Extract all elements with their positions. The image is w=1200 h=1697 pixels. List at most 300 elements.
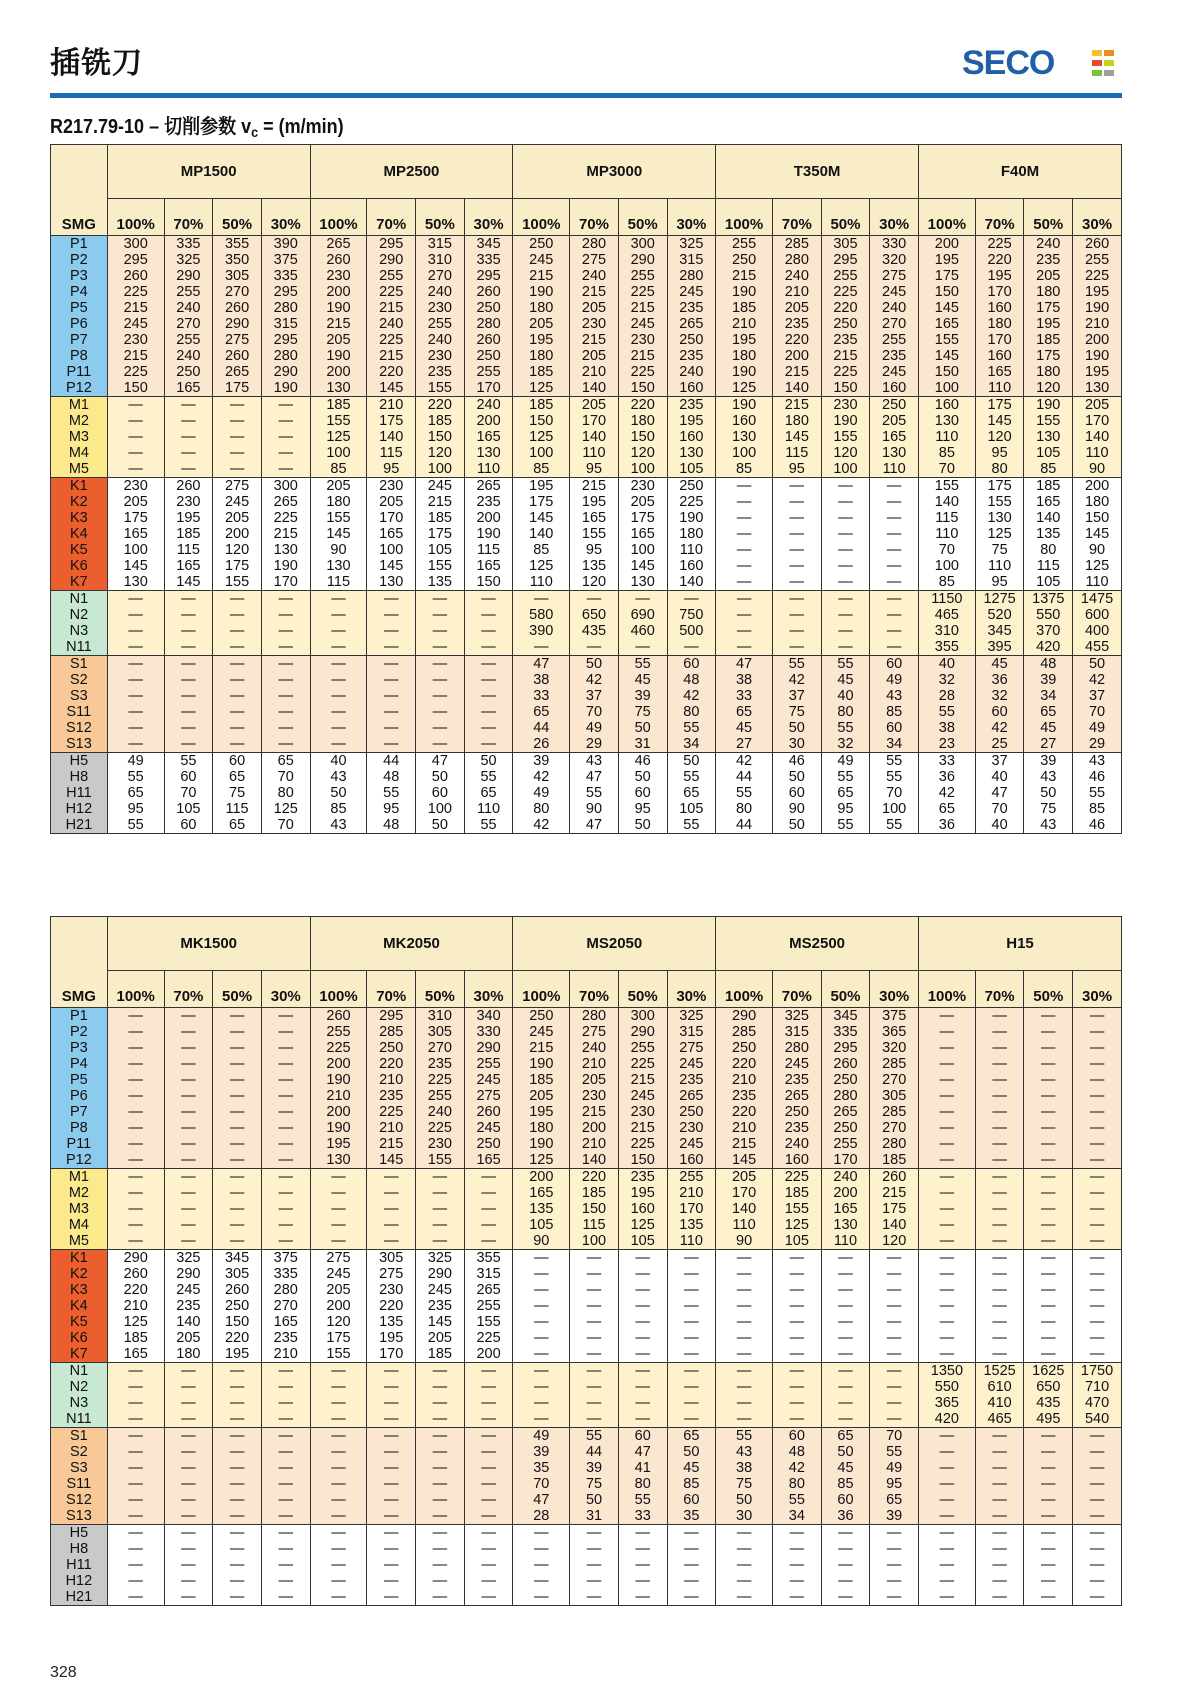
- cutting-speed-cell: —: [213, 1185, 262, 1201]
- cutting-speed-cell: 320: [870, 252, 919, 268]
- cutting-speed-cell: 200: [1073, 478, 1122, 495]
- cutting-speed-cell: 175: [213, 558, 262, 574]
- cutting-speed-cell: —: [261, 413, 310, 429]
- cutting-speed-cell: —: [716, 574, 773, 591]
- cutting-speed-cell: 155: [918, 332, 975, 348]
- cutting-speed-cell: —: [1024, 1266, 1073, 1282]
- cutting-speed-cell: 45: [667, 1460, 716, 1476]
- cutting-speed-cell: —: [213, 1363, 262, 1380]
- cutting-speed-cell: —: [618, 1330, 667, 1346]
- cutting-speed-cell: 110: [464, 801, 513, 817]
- cutting-speed-cell: —: [164, 1573, 213, 1589]
- cutting-speed-cell: 110: [975, 380, 1024, 397]
- cutting-speed-cell: —: [310, 656, 367, 673]
- cutting-speed-cell: 180: [618, 413, 667, 429]
- cutting-speed-cell: —: [261, 1428, 310, 1445]
- cutting-speed-cell: 190: [310, 348, 367, 364]
- cutting-speed-cell: —: [261, 1476, 310, 1492]
- cutting-speed-cell: 130: [1073, 380, 1122, 397]
- cutting-speed-cell: —: [107, 1525, 164, 1542]
- cutting-speed-cell: —: [1073, 1428, 1122, 1445]
- cutting-speed-cell: 43: [310, 817, 367, 834]
- cutting-speed-cell: 38: [513, 672, 570, 688]
- cutting-speed-cell: 255: [464, 364, 513, 380]
- cutting-speed-cell: 225: [310, 1040, 367, 1056]
- cutting-speed-cell: —: [1073, 1346, 1122, 1363]
- cutting-speed-cell: 110: [667, 542, 716, 558]
- cutting-speed-cell: 335: [261, 268, 310, 284]
- cutting-speed-cell: —: [570, 1379, 619, 1395]
- cutting-speed-cell: —: [164, 1056, 213, 1072]
- cutting-speed-cell: —: [107, 1185, 164, 1201]
- cutting-speed-cell: 280: [870, 1136, 919, 1152]
- cutting-speed-cell: 265: [772, 1088, 821, 1104]
- cutting-speed-cell: —: [261, 1573, 310, 1589]
- cutting-speed-cell: 265: [310, 236, 367, 253]
- cutting-speed-cell: 145: [618, 558, 667, 574]
- cutting-speed-cell: 195: [1024, 316, 1073, 332]
- cutting-speed-cell: 295: [367, 236, 416, 253]
- cutting-speed-cell: 230: [416, 300, 465, 316]
- cutting-speed-cell: —: [367, 1201, 416, 1217]
- smg-code-cell: K2: [51, 1266, 108, 1282]
- cutting-speed-cell: 320: [870, 1040, 919, 1056]
- cutting-speed-cell: —: [164, 1072, 213, 1088]
- cutting-speed-cell: —: [261, 1233, 310, 1250]
- cutting-speed-cell: 260: [107, 268, 164, 284]
- cutting-speed-cell: 255: [821, 1136, 870, 1152]
- cutting-speed-cell: 43: [1073, 753, 1122, 770]
- cutting-speed-cell: 55: [1073, 785, 1122, 801]
- cutting-speed-cell: 220: [716, 1056, 773, 1072]
- cutting-speed-cell: —: [975, 1201, 1024, 1217]
- cutting-speed-cell: 225: [107, 284, 164, 300]
- cutting-speed-cell: 48: [367, 817, 416, 834]
- table-row: [51, 1411, 1122, 1428]
- cutting-speed-cell: —: [107, 1056, 164, 1072]
- cutting-speed-cell: —: [975, 1573, 1024, 1589]
- cutting-speed-cell: 40: [975, 817, 1024, 834]
- cutting-speed-cell: —: [367, 591, 416, 608]
- cutting-speed-cell: 43: [570, 753, 619, 770]
- cutting-speed-cell: —: [513, 591, 570, 608]
- cutting-speed-cell: 200: [310, 1104, 367, 1120]
- cutting-speed-cell: 43: [870, 688, 919, 704]
- cutting-speed-cell: 42: [513, 769, 570, 785]
- cutting-speed-cell: —: [716, 1525, 773, 1542]
- cutting-speed-cell: 185: [570, 1185, 619, 1201]
- cutting-speed-cell: 235: [464, 494, 513, 510]
- engagement-percent-header: 50%: [213, 199, 262, 236]
- cutting-speed-cell: —: [570, 1282, 619, 1298]
- cutting-speed-cell: —: [618, 1557, 667, 1573]
- cutting-speed-cell: 235: [772, 1120, 821, 1136]
- cutting-speed-cell: 95: [570, 542, 619, 558]
- cutting-speed-cell: 95: [107, 801, 164, 817]
- cutting-speed-cell: —: [310, 607, 367, 623]
- cutting-speed-cell: —: [107, 1508, 164, 1525]
- grade-header: MS2050: [513, 917, 716, 971]
- cutting-speed-cell: —: [513, 1346, 570, 1363]
- cutting-speed-cell: —: [261, 672, 310, 688]
- cutting-speed-cell: 335: [164, 236, 213, 253]
- cutting-speed-cell: —: [716, 1411, 773, 1428]
- cutting-speed-cell: 60: [213, 753, 262, 770]
- cutting-speed-cell: 105: [772, 1233, 821, 1250]
- cutting-speed-cell: —: [1073, 1444, 1122, 1460]
- cutting-speed-cell: —: [1073, 1072, 1122, 1088]
- engagement-percent-header: 70%: [772, 971, 821, 1008]
- cutting-speed-cell: 85: [513, 461, 570, 478]
- cutting-speed-cell: 250: [667, 1104, 716, 1120]
- cutting-speed-cell: —: [213, 1395, 262, 1411]
- cutting-speed-cell: 60: [821, 1492, 870, 1508]
- cutting-speed-cell: —: [1024, 1217, 1073, 1233]
- cutting-speed-cell: 50: [618, 769, 667, 785]
- cutting-speed-cell: —: [975, 1346, 1024, 1363]
- table-row: [51, 1201, 1122, 1217]
- cutting-speed-cell: 250: [667, 332, 716, 348]
- cutting-speed-cell: 200: [1073, 332, 1122, 348]
- cutting-speed-cell: 95: [367, 461, 416, 478]
- smg-code-cell: K4: [51, 526, 108, 542]
- cutting-speed-cell: —: [821, 542, 870, 558]
- cutting-speed-cell: 55: [107, 817, 164, 834]
- cutting-speed-cell: 23: [918, 736, 975, 753]
- cutting-speed-cell: 210: [772, 284, 821, 300]
- cutting-speed-cell: 100: [870, 801, 919, 817]
- page-number: 328: [50, 1664, 77, 1681]
- cutting-speed-cell: 50: [464, 753, 513, 770]
- engagement-percent-header: 50%: [416, 971, 465, 1008]
- table-row: [51, 639, 1122, 656]
- cutting-speed-cell: 95: [821, 801, 870, 817]
- cutting-speed-cell: —: [107, 1492, 164, 1508]
- cutting-speed-cell: 280: [570, 1008, 619, 1025]
- cutting-speed-cell: —: [870, 1266, 919, 1282]
- cutting-speed-cell: —: [107, 639, 164, 656]
- cutting-speed-cell: —: [367, 1541, 416, 1557]
- cutting-speed-cell: —: [367, 1185, 416, 1201]
- cutting-speed-cell: 100: [716, 445, 773, 461]
- cutting-speed-cell: 125: [107, 1314, 164, 1330]
- cutting-speed-cell: 115: [367, 445, 416, 461]
- cutting-speed-cell: —: [416, 1476, 465, 1492]
- cutting-speed-cell: —: [513, 1379, 570, 1395]
- cutting-speed-cell: 280: [261, 348, 310, 364]
- cutting-speed-cell: 275: [464, 1088, 513, 1104]
- cutting-speed-cell: —: [772, 1573, 821, 1589]
- cutting-speed-cell: 195: [513, 478, 570, 495]
- cutting-speed-cell: —: [716, 542, 773, 558]
- cutting-speed-cell: 185: [1024, 478, 1073, 495]
- cutting-speed-cell: 55: [367, 785, 416, 801]
- cutting-speed-cell: 225: [367, 1104, 416, 1120]
- cutting-speed-cell: 90: [1073, 542, 1122, 558]
- cutting-speed-cell: —: [261, 1024, 310, 1040]
- cutting-speed-cell: —: [261, 429, 310, 445]
- cutting-speed-cell: 29: [570, 736, 619, 753]
- cutting-speed-cell: —: [164, 1541, 213, 1557]
- cutting-speed-cell: 180: [1073, 494, 1122, 510]
- cutting-speed-cell: —: [416, 1508, 465, 1525]
- cutting-speed-cell: 60: [667, 1492, 716, 1508]
- cutting-speed-cell: 185: [416, 510, 465, 526]
- cutting-speed-cell: 55: [570, 1428, 619, 1445]
- cutting-speed-cell: 245: [164, 1282, 213, 1298]
- cutting-speed-cell: —: [164, 1476, 213, 1492]
- cutting-speed-cell: —: [164, 1104, 213, 1120]
- cutting-speed-cell: 170: [261, 574, 310, 591]
- cutting-speed-cell: 230: [618, 332, 667, 348]
- table-row: [51, 607, 1122, 623]
- cutting-speed-cell: 145: [1073, 526, 1122, 542]
- cutting-speed-cell: —: [107, 607, 164, 623]
- cutting-speed-cell: 125: [716, 380, 773, 397]
- cutting-speed-cell: 155: [821, 429, 870, 445]
- cutting-speed-cell: 125: [975, 526, 1024, 542]
- cutting-speed-cell: —: [261, 1411, 310, 1428]
- cutting-speed-cell: —: [667, 1298, 716, 1314]
- cutting-speed-cell: 150: [1073, 510, 1122, 526]
- cutting-speed-cell: —: [213, 1525, 262, 1542]
- cutting-speed-cell: —: [919, 1201, 976, 1217]
- cutting-speed-cell: 42: [667, 688, 716, 704]
- cutting-speed-cell: 125: [513, 429, 570, 445]
- cutting-speed-cell: —: [821, 574, 870, 591]
- cutting-speed-cell: 39: [618, 688, 667, 704]
- cutting-speed-cell: 39: [1024, 672, 1073, 688]
- cutting-speed-cell: 31: [570, 1508, 619, 1525]
- cutting-speed-cell: 350: [213, 252, 262, 268]
- cutting-speed-cell: —: [367, 1363, 416, 1380]
- cutting-speed-cell: 95: [367, 801, 416, 817]
- cutting-speed-cell: —: [919, 1056, 976, 1072]
- cutting-speed-cell: 160: [667, 558, 716, 574]
- cutting-speed-cell: 220: [772, 332, 821, 348]
- cutting-speed-cell: —: [164, 1008, 213, 1025]
- cutting-speed-cell: 55: [667, 720, 716, 736]
- cutting-speed-cell: 235: [772, 1072, 821, 1088]
- cutting-speed-cell: 155: [310, 510, 367, 526]
- table-row: [51, 397, 1122, 414]
- cutting-speed-cell: 45: [716, 720, 773, 736]
- cutting-speed-cell: —: [1073, 1152, 1122, 1169]
- cutting-speed-cell: 165: [464, 429, 513, 445]
- cutting-speed-cell: —: [107, 720, 164, 736]
- cutting-speed-cell: 115: [918, 510, 975, 526]
- cutting-speed-cell: 175: [513, 494, 570, 510]
- cutting-speed-cell: 130: [310, 558, 367, 574]
- cutting-speed-cell: 40: [975, 769, 1024, 785]
- table-row: [51, 753, 1122, 770]
- cutting-speed-cell: —: [821, 1250, 870, 1267]
- cutting-speed-cell: 130: [667, 445, 716, 461]
- cutting-speed-cell: —: [310, 736, 367, 753]
- smg-code-cell: S3: [51, 688, 108, 704]
- cutting-speed-cell: 225: [667, 494, 716, 510]
- cutting-speed-cell: —: [367, 1379, 416, 1395]
- cutting-speed-cell: 230: [416, 348, 465, 364]
- cutting-data-table-1: [50, 144, 1122, 834]
- cutting-speed-cell: —: [367, 1508, 416, 1525]
- cutting-speed-cell: 205: [716, 1169, 773, 1186]
- cutting-speed-cell: —: [618, 1314, 667, 1330]
- cutting-speed-cell: 200: [310, 364, 367, 380]
- cutting-speed-cell: —: [1024, 1008, 1073, 1025]
- cutting-speed-cell: 120: [1024, 380, 1073, 397]
- cutting-speed-cell: —: [975, 1088, 1024, 1104]
- cutting-speed-cell: —: [261, 1363, 310, 1380]
- cutting-speed-cell: —: [367, 623, 416, 639]
- cutting-speed-cell: —: [513, 1525, 570, 1542]
- cutting-speed-cell: 750: [667, 607, 716, 623]
- cutting-speed-cell: 80: [975, 461, 1024, 478]
- cutting-speed-cell: 225: [367, 332, 416, 348]
- cutting-speed-cell: —: [367, 1557, 416, 1573]
- cutting-speed-cell: —: [310, 720, 367, 736]
- cutting-speed-cell: 495: [1024, 1411, 1073, 1428]
- cutting-speed-cell: —: [919, 1024, 976, 1040]
- cutting-speed-cell: —: [1024, 1088, 1073, 1104]
- cutting-speed-cell: 180: [772, 413, 821, 429]
- cutting-speed-cell: 225: [975, 236, 1024, 253]
- cutting-speed-cell: —: [716, 494, 773, 510]
- cutting-speed-cell: —: [1073, 1541, 1122, 1557]
- cutting-speed-cell: —: [772, 526, 821, 542]
- cutting-speed-cell: —: [213, 1589, 262, 1606]
- cutting-speed-cell: —: [416, 688, 465, 704]
- smg-code-cell: M3: [51, 429, 108, 445]
- cutting-speed-cell: —: [416, 1169, 465, 1186]
- cutting-speed-cell: —: [261, 1120, 310, 1136]
- cutting-speed-cell: —: [821, 623, 870, 639]
- cutting-speed-cell: —: [975, 1120, 1024, 1136]
- cutting-speed-cell: 230: [367, 1282, 416, 1298]
- cutting-speed-cell: 190: [261, 558, 310, 574]
- cutting-speed-cell: 175: [1024, 348, 1073, 364]
- cutting-speed-cell: 38: [716, 1460, 773, 1476]
- cutting-speed-cell: 32: [821, 736, 870, 753]
- cutting-speed-cell: —: [213, 1201, 262, 1217]
- cutting-speed-cell: 205: [513, 1088, 570, 1104]
- cutting-speed-cell: —: [261, 461, 310, 478]
- cutting-speed-cell: —: [1073, 1233, 1122, 1250]
- cutting-speed-cell: —: [919, 1476, 976, 1492]
- cutting-speed-cell: —: [464, 639, 513, 656]
- cutting-speed-cell: 150: [464, 574, 513, 591]
- cutting-speed-cell: 70: [870, 785, 919, 801]
- cutting-speed-cell: 265: [464, 1282, 513, 1298]
- cutting-speed-cell: —: [261, 688, 310, 704]
- cutting-speed-cell: —: [919, 1266, 976, 1282]
- cutting-speed-cell: —: [919, 1152, 976, 1169]
- cutting-speed-cell: —: [1024, 1152, 1073, 1169]
- cutting-speed-cell: 49: [821, 753, 870, 770]
- cutting-speed-cell: 140: [716, 1201, 773, 1217]
- cutting-speed-cell: —: [772, 639, 821, 656]
- cutting-speed-cell: 50: [1073, 656, 1122, 673]
- smg-code-cell: M5: [51, 1233, 108, 1250]
- cutting-speed-cell: —: [716, 607, 773, 623]
- cutting-speed-cell: —: [570, 1363, 619, 1380]
- cutting-speed-cell: —: [1024, 1185, 1073, 1201]
- cutting-speed-cell: 145: [367, 558, 416, 574]
- table-row: [51, 1266, 1122, 1282]
- smg-code-cell: P1: [51, 1008, 108, 1025]
- engagement-percent-header: 30%: [464, 199, 513, 236]
- engagement-percent-header: 70%: [367, 199, 416, 236]
- cutting-speed-cell: 140: [918, 494, 975, 510]
- cutting-speed-cell: 550: [919, 1379, 976, 1395]
- cutting-speed-cell: 180: [513, 348, 570, 364]
- logo-mark-icon: [1092, 50, 1114, 76]
- cutting-speed-cell: —: [667, 1395, 716, 1411]
- smg-code-cell: P5: [51, 1072, 108, 1088]
- cutting-speed-cell: 140: [772, 380, 821, 397]
- cutting-speed-cell: 255: [164, 332, 213, 348]
- cutting-speed-cell: —: [164, 656, 213, 673]
- cutting-speed-cell: —: [367, 1233, 416, 1250]
- smg-code-cell: S12: [51, 1492, 108, 1508]
- cutting-speed-cell: 55: [667, 817, 716, 834]
- cutting-speed-cell: 80: [821, 704, 870, 720]
- cutting-speed-cell: —: [164, 623, 213, 639]
- cutting-speed-cell: 255: [870, 332, 919, 348]
- cutting-speed-cell: 275: [667, 1040, 716, 1056]
- smg-code-cell: N1: [51, 1363, 108, 1380]
- table-row: [51, 801, 1122, 817]
- cutting-speed-cell: 95: [772, 461, 821, 478]
- cutting-speed-cell: 220: [716, 1104, 773, 1120]
- cutting-speed-cell: 470: [1073, 1395, 1122, 1411]
- cutting-speed-cell: 85: [821, 1476, 870, 1492]
- cutting-speed-cell: —: [870, 510, 919, 526]
- cutting-speed-cell: —: [367, 1476, 416, 1492]
- cutting-speed-cell: —: [821, 1557, 870, 1573]
- cutting-speed-cell: —: [772, 1395, 821, 1411]
- table-row: [51, 284, 1122, 300]
- cutting-speed-cell: —: [1024, 1541, 1073, 1557]
- cutting-speed-cell: —: [919, 1314, 976, 1330]
- cutting-speed-cell: —: [464, 704, 513, 720]
- cutting-speed-cell: 140: [570, 380, 619, 397]
- cutting-speed-cell: 235: [164, 1298, 213, 1314]
- table-row: [51, 1040, 1122, 1056]
- cutting-speed-cell: 130: [310, 380, 367, 397]
- cutting-speed-cell: —: [107, 445, 164, 461]
- cutting-speed-cell: —: [107, 1008, 164, 1025]
- cutting-speed-cell: —: [919, 1444, 976, 1460]
- table-row: [51, 510, 1122, 526]
- cutting-speed-cell: 205: [1073, 397, 1122, 414]
- cutting-speed-cell: —: [464, 1395, 513, 1411]
- smg-code-cell: P4: [51, 1056, 108, 1072]
- cutting-speed-cell: 295: [261, 332, 310, 348]
- cutting-speed-cell: —: [667, 1250, 716, 1267]
- cutting-speed-cell: 65: [821, 785, 870, 801]
- cutting-speed-cell: 215: [570, 284, 619, 300]
- cutting-speed-cell: —: [716, 1379, 773, 1395]
- cutting-speed-cell: 205: [310, 332, 367, 348]
- cutting-speed-cell: 195: [513, 1104, 570, 1120]
- table-row: [51, 1298, 1122, 1314]
- cutting-speed-cell: 220: [367, 364, 416, 380]
- cutting-speed-cell: 200: [772, 348, 821, 364]
- cutting-speed-cell: 50: [772, 817, 821, 834]
- cutting-speed-cell: 50: [570, 656, 619, 673]
- cutting-speed-cell: 35: [667, 1508, 716, 1525]
